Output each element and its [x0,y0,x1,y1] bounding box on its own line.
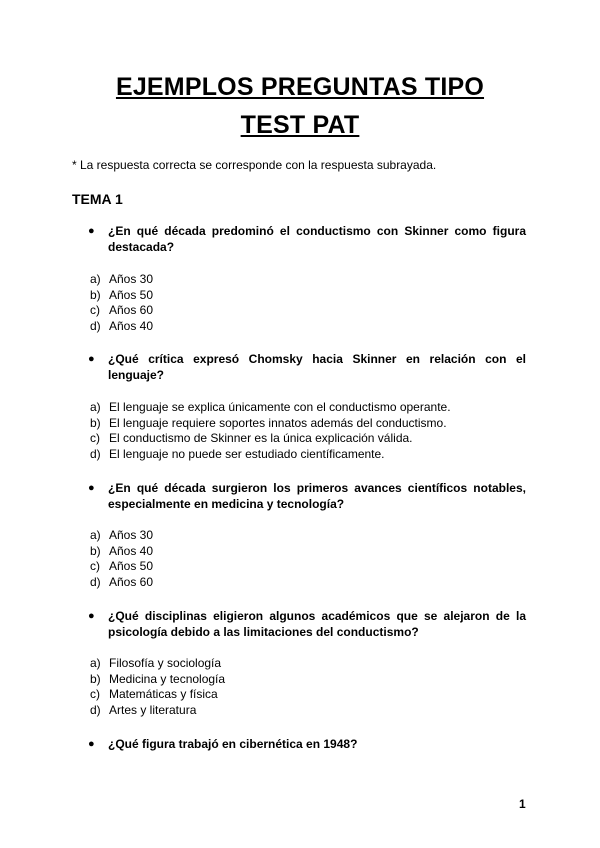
page-title-line-2: TEST PAT [240,111,360,139]
question-5 [88,736,526,752]
options-list-3 [90,528,153,590]
option-a: a) El lenguaje se explica únicamente con el conductismo operante. [90,400,451,414]
option-b: b) Años 50 [90,287,154,302]
question-text: ¿En qué década predominó el conductismo con Skinner como figura destacada? [108,224,526,254]
question-3 [88,480,526,512]
bullet-icon: ● [88,738,95,750]
answer-note: * La respuesta correcta se corresponde con la respuesta subrayada. [72,158,437,172]
question-1 [88,223,526,255]
question-text: ¿Qué crítica expresó Chomsky hacia Skinner en relación con el lenguaje? [108,352,526,382]
option-d: d) Años 40 [90,318,154,333]
option-c: c) Matemáticas y física [90,687,218,702]
option-b: b) Años 40 [90,543,154,558]
options-list-1 [90,272,153,334]
question-text: ¿En qué década surgieron los primeros avances científicos notables, especialmente en medicina y tecnología? [108,481,526,511]
option-a: a) Años 30 [90,272,154,286]
options-list-4 [90,656,225,718]
option-d: d) Años 60 [90,574,154,589]
option-d: d) Artes y literatura [90,702,197,717]
page-number: 1 [519,797,526,811]
options-list-2 [90,400,451,462]
option-a: a) Filosofía y sociología [90,656,222,670]
question-2 [88,351,526,383]
section-heading: TEMA 1 [72,191,123,207]
option-c: c) Años 50 [90,559,154,574]
option-b: b) Medicina y tecnología [90,671,226,686]
option-d: d) El lenguaje no puede ser estudiado científicamente. [90,446,385,461]
option-c: c) El conductismo de Skinner es la única explicación válida. [90,431,413,446]
option-c: c) Años 60 [90,303,154,318]
question-text: ¿Qué figura trabajó en cibernética en 1948? [108,737,358,751]
question-4 [88,608,526,640]
bullet-icon: ● [88,610,95,622]
bullet-icon: ● [88,225,95,237]
option-a: a) Años 30 [90,528,154,542]
bullet-icon: ● [88,482,95,494]
page-title-line-1: EJEMPLOS PREGUNTAS TIPO [115,73,485,101]
bullet-icon: ● [88,353,95,365]
option-b: b) El lenguaje requiere soportes innatos además del conductismo. [90,415,447,430]
question-text: ¿Qué disciplinas eligieron algunos académicos que se alejaron de la psicología debido a las limitaciones del conductismo? [108,609,526,639]
